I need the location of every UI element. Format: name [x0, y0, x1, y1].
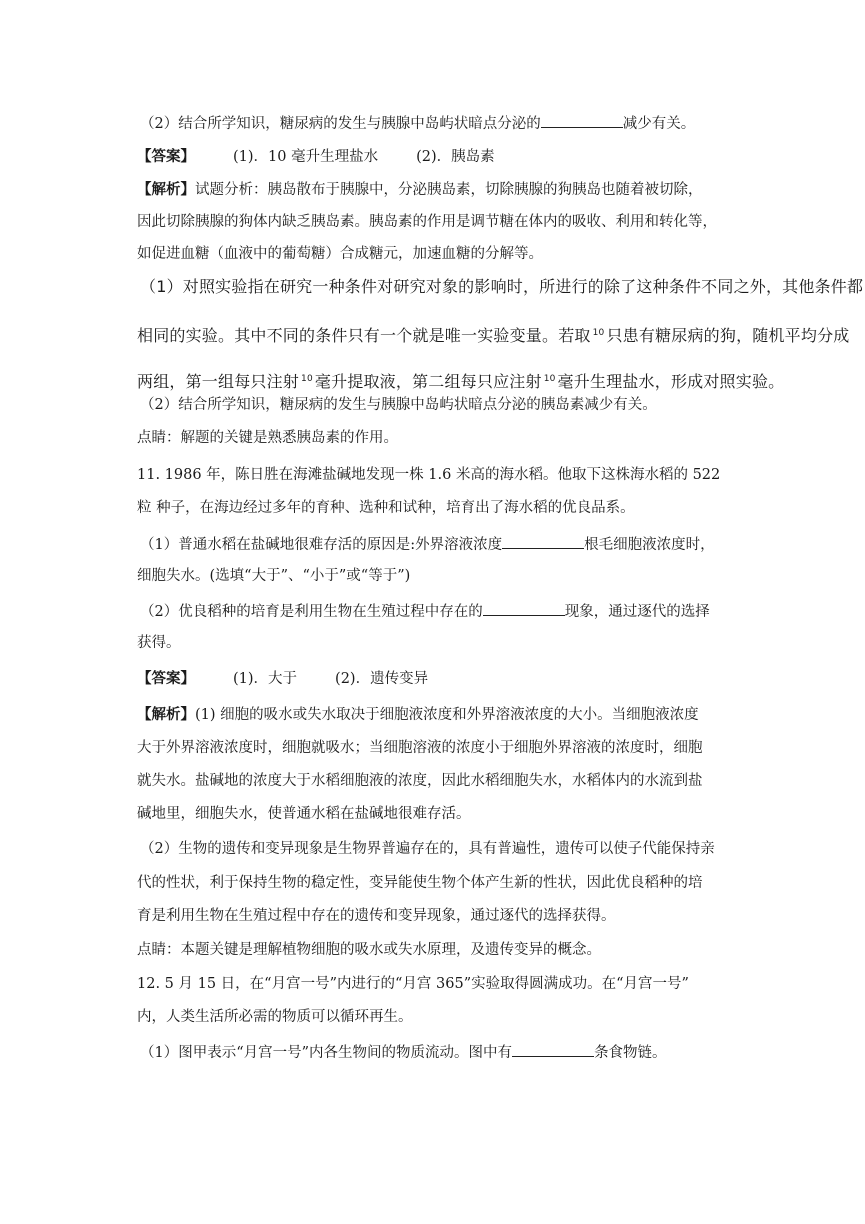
analysis-line: 碱地里，细胞失水，使普通水稻在盐碱地很难存活。 [137, 806, 471, 822]
question-11-part2: 获得。 [137, 635, 181, 651]
analysis-line: 【解析】(1) 细胞的吸水或失水取决于细胞液浓度和外界溶液浓度的大小。当细胞液浓度 [137, 706, 699, 723]
question-10-part2: （2）结合所学知识，糖尿病的发生与胰腺中岛屿状暗点分泌的 减少有关。 [140, 113, 695, 134]
question-12: 内，人类生活所必需的物质可以循环再生。 [137, 1009, 413, 1025]
answer-blank [541, 113, 623, 128]
analysis-line: （2）结合所学知识，糖尿病的发生与胰腺中岛屿状暗点分泌的胰岛素减少有关。 [140, 397, 657, 413]
hint-line: 点睛：本题关键是理解植物细胞的吸水或失水原理，及遗传变异的概念。 [137, 942, 601, 958]
question-11-part1: 细胞失水。(选填“大于”、“小于”或“等于”) [137, 568, 411, 584]
analysis-line: 代的性状，利于保持生物的稳定性，变异能使生物个体产生新的性状，因此优良稻种的培 [137, 875, 703, 891]
analysis-line: 育是利用生物在生殖过程中存在的遗传和变异现象，通过逐代的选择获得。 [137, 908, 616, 924]
question-11: 11. 1986 年，陈日胜在海滩盐碱地发现一株 1.6 米高的海水稻。他取下这株海水稻的 522 [137, 467, 721, 483]
analysis-line: 大于外界溶液浓度时，细胞就吸水；当细胞溶液的浓度小于细胞外界溶液的浓度时，细胞 [137, 740, 703, 756]
analysis-line: （1）对照实验指在研究一种条件对研究对象的影响时，所进行的除了这种条件不同之外，其他条件都 [140, 277, 864, 296]
analysis-line: 相同的实验。其中不同的条件只有一个就是唯一实验变量。若取 $^{10}$ 只患有糖尿病的狗，随机平均分成 [137, 326, 850, 345]
answer-blank [512, 1042, 594, 1057]
analysis-line: 因此切除胰腺的狗体内缺乏胰岛素。胰岛素的作用是调节糖在体内的吸收、利用和转化等， [137, 214, 717, 230]
question-11-part1: （1）普通水稻在盐碱地很难存活的原因是:外界溶液浓度 根毛细胞液浓度时， [140, 534, 715, 555]
answer-line: 【答案】 (1)．10 毫升生理盐水 (2)．胰岛素 [137, 148, 495, 165]
analysis-line: （2）生物的遗传和变异现象是生物界普遍存在的，具有普遍性，遗传可以使子代能保持亲 [140, 841, 715, 857]
answer-blank [483, 601, 565, 616]
question-11: 粒 种子，在海边经过多年的育种、选种和试种，培育出了海水稻的优良品系。 [137, 500, 635, 516]
analysis-line: 【解析】试题分析：胰岛散布于胰腺中，分泌胰岛素，切除胰腺的狗胰岛也随着被切除， [137, 181, 703, 198]
analysis-line: 如促进血糖（血液中的葡萄糖）合成糖元，加速血糖的分解等。 [137, 246, 543, 262]
analysis-line: 就失水。盐碱地的浓度大于水稻细胞液的浓度，因此水稻细胞失水，水稻体内的水流到盐 [137, 773, 703, 789]
question-12: 12. 5 月 15 日，在“月宫一号”内进行的“月宫 365”实验取得圆满成功。在“月宫一号” [137, 976, 689, 992]
question-11-part2: （2）优良稻种的培育是利用生物在生殖过程中存在的 现象，通过逐代的选择 [140, 601, 710, 622]
answer-blank [502, 534, 584, 549]
question-12-part1: （1）图甲表示“月宫一号”内各生物间的物质流动。图中有 条食物链。 [140, 1042, 667, 1063]
answer-line: 【答案】 (1)．大于 (2)．遗传变异 [137, 670, 429, 687]
hint-line: 点睛：解题的关键是熟悉胰岛素的作用。 [137, 430, 398, 446]
analysis-line: 两组，第一组每只注射 $^{10}$ 毫升提取液，第二组每只应注射 $^{10}$ 毫升生理盐水，形成对照实验。 [137, 372, 785, 391]
